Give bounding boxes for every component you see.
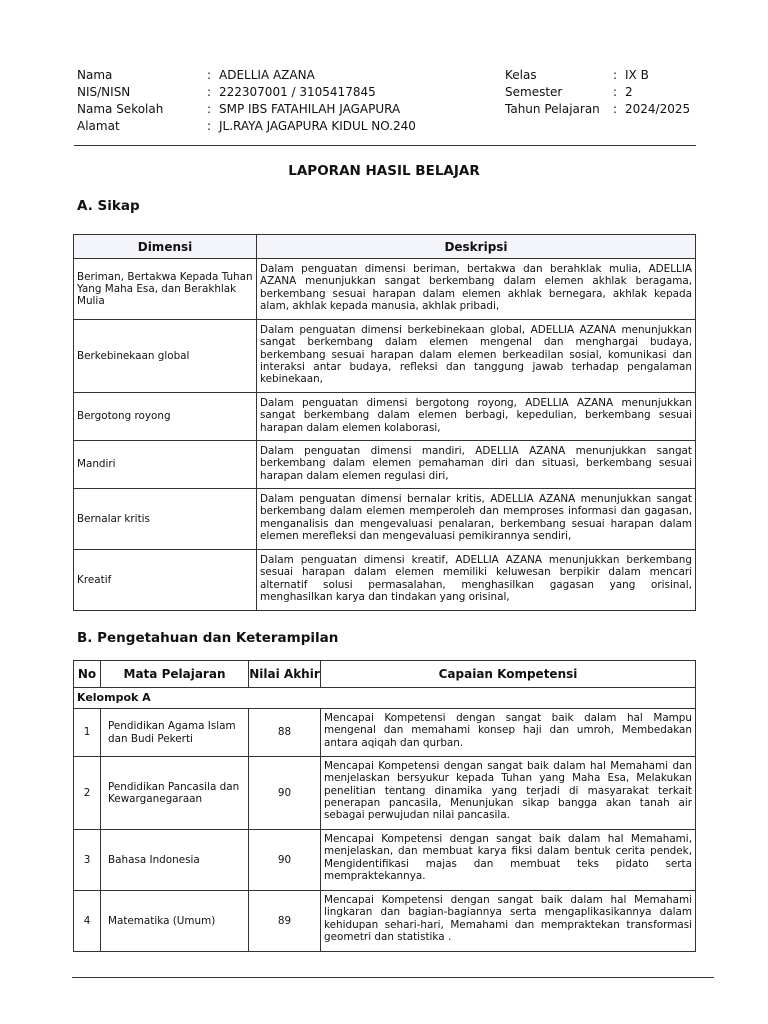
table-row	[74, 259, 696, 320]
info-label: Kelas	[505, 68, 537, 82]
table-row	[74, 393, 696, 441]
info-value-alamat: JL.RAYA JAGAPURA KIDUL NO.240	[219, 119, 416, 133]
info-value-kelas: IX B	[625, 68, 649, 82]
dimensi-cell: Beriman, Bertakwa Kepada Tuhan Yang Maha Esa, dan Berakhlak Mulia	[74, 259, 257, 320]
nilai-cell: 90	[249, 830, 321, 891]
sikap-table	[73, 234, 696, 611]
column-header-dimensi: Dimensi	[74, 235, 257, 259]
info-label: Nama	[77, 68, 113, 82]
no-cell: 4	[74, 891, 101, 952]
table-row	[74, 489, 696, 550]
mapel-cell: Pendidikan Pancasila dan Kewarganegaraan	[101, 757, 249, 830]
mapel-cell: Matematika (Umum)	[101, 891, 249, 952]
info-value-sekolah: SMP IBS FATAHILAH JAGAPURA	[219, 102, 401, 116]
info-label: Nama Sekolah	[77, 102, 164, 116]
table-row	[74, 441, 696, 489]
capaian-cell: Mencapai Kompetensi dengan sangat baik dalam hal Memahami, menjelaskan, dan membuat karya fiksi dalam bentuk cerita pendek, Mengidentifikasi majas dan membuat teks pidato serta mempraktekannya.	[321, 830, 696, 891]
table-row	[74, 550, 696, 611]
column-header-mapel: Mata Pelajaran	[101, 661, 249, 688]
group-row	[74, 688, 696, 709]
deskripsi-cell: Dalam penguatan dimensi bergotong royong, ADELLIA AZANA menunjukkan sangat berkembang dalam elemen berbagi, kepedulian, berkembang sesuai harapan dalam elemen kolaborasi,	[257, 393, 696, 441]
pengetahuan-table	[73, 660, 696, 952]
info-label: Tahun Pelajaran	[505, 102, 600, 116]
nilai-cell: 88	[249, 709, 321, 757]
section-heading-sikap: A. Sikap	[77, 198, 140, 214]
table-header-row	[74, 235, 696, 259]
info-colon: :	[613, 102, 618, 116]
table-row	[74, 891, 696, 952]
table-row	[74, 830, 696, 891]
nilai-cell: 89	[249, 891, 321, 952]
no-cell: 1	[74, 709, 101, 757]
capaian-cell: Mencapai Kompetensi dengan sangat baik dalam hal Mampu mengenal dan memahami konsep haji dan umroh, Membedakan antara aqiqah dan qurban.	[321, 709, 696, 757]
page-title: LAPORAN HASIL BELAJAR	[288, 163, 480, 179]
section-heading-pengetahuan: B. Pengetahuan dan Keterampilan	[77, 630, 339, 646]
mapel-cell: Bahasa Indonesia	[101, 830, 249, 891]
info-value-nisn: 222307001 / 3105417845	[219, 85, 376, 99]
table-row	[74, 709, 696, 757]
dimensi-cell: Bernalar kritis	[74, 489, 257, 550]
deskripsi-cell: Dalam penguatan dimensi bernalar kritis, ADELLIA AZANA menunjukkan sangat berkembang dalam elemen memperoleh dan memproses informasi dan gagasan, menganalisis dan mengevaluasi penalaran, berkembang sesuai harapan dalam elemen merefleksi dan mengevaluasi pemikirannya sendiri,	[257, 489, 696, 550]
info-label: Alamat	[77, 119, 120, 133]
table-row	[74, 320, 696, 393]
capaian-cell: Mencapai Kompetensi dengan sangat baik dalam hal Memahami lingkaran dan bagian-bagiannya serta mengaplikasikannya dalam kehidupan sehari-hari, Memahami dan mempraktekan transformasi geometri dan statistika .	[321, 891, 696, 952]
info-colon: :	[207, 85, 212, 99]
column-header-nilai: Nilai Akhir	[249, 661, 321, 688]
deskripsi-cell: Dalam penguatan dimensi mandiri, ADELLIA AZANA menunjukkan sangat berkembang dalam elemen pemahaman diri dan situasi, berkembang sesuai harapan dalam elemen regulasi diri,	[257, 441, 696, 489]
info-label: Semester	[505, 85, 563, 99]
header-divider	[74, 145, 696, 146]
column-header-capaian: Capaian Kompetensi	[321, 661, 696, 688]
dimensi-cell: Bergotong royong	[74, 393, 257, 441]
no-cell: 3	[74, 830, 101, 891]
nilai-cell: 90	[249, 757, 321, 830]
info-colon: :	[613, 85, 618, 99]
dimensi-cell: Mandiri	[74, 441, 257, 489]
info-value-nama: ADELLIA AZANA	[219, 68, 315, 82]
info-value-tahun: 2024/2025	[625, 102, 691, 116]
info-colon: :	[207, 68, 212, 82]
table-header-row	[74, 661, 696, 688]
dimensi-cell: Kreatif	[74, 550, 257, 611]
info-colon: :	[613, 68, 618, 82]
column-header-deskripsi: Deskripsi	[257, 235, 696, 259]
capaian-cell: Mencapai Kompetensi dengan sangat baik dalam hal Memahami dan menjelaskan bersyukur kepada Tuhan yang Maha Esa, Melakukan penelitian tentang dinamika yang terjadi di masyarakat terkait penerapan pancasila, Menunjukan sikap bangga akan tanah air sebagai perwujudan nilai pancasila.	[321, 757, 696, 830]
info-colon: :	[207, 102, 212, 116]
info-value-semester: 2	[625, 85, 633, 99]
group-label: Kelompok A	[74, 688, 696, 709]
info-label: NIS/NISN	[77, 85, 131, 99]
deskripsi-cell: Dalam penguatan dimensi kreatif, ADELLIA AZANA menunjukkan berkembang sesuai harapan dalam elemen memiliki keluwesan berpikir dalam mencari alternatif solusi permasalahan, menghasilkan gagasan yang orisinal, menghasilkan karya dan tindakan yang orisinal,	[257, 550, 696, 611]
deskripsi-cell: Dalam penguatan dimensi berkebinekaan global, ADELLIA AZANA menunjukkan sangat berkembang dalam elemen mengenal dan menghargai budaya, berkembang sesuai harapan dalam elemen berkeadilan sosial, komunikasi dan interaksi antar budaya, refleksi dan tanggung jawab terhadap pengalaman kebinekaan,	[257, 320, 696, 393]
table-row	[74, 757, 696, 830]
dimensi-cell: Berkebinekaan global	[74, 320, 257, 393]
no-cell: 2	[74, 757, 101, 830]
mapel-cell: Pendidikan Agama Islam dan Budi Pekerti	[101, 709, 249, 757]
deskripsi-cell: Dalam penguatan dimensi beriman, bertakwa dan berahklak mulia, ADELLIA AZANA menunjukkan sangat berkembang dalam elemen akhlak beragama, berkembang sesuai harapan dalam elemen akhlak bernegara, akhlak kepada alam, akhlak kepada manusia, akhlak pribadi,	[257, 259, 696, 320]
info-colon: :	[207, 119, 212, 133]
column-header-no: No	[74, 661, 101, 688]
footer-divider	[72, 977, 714, 978]
